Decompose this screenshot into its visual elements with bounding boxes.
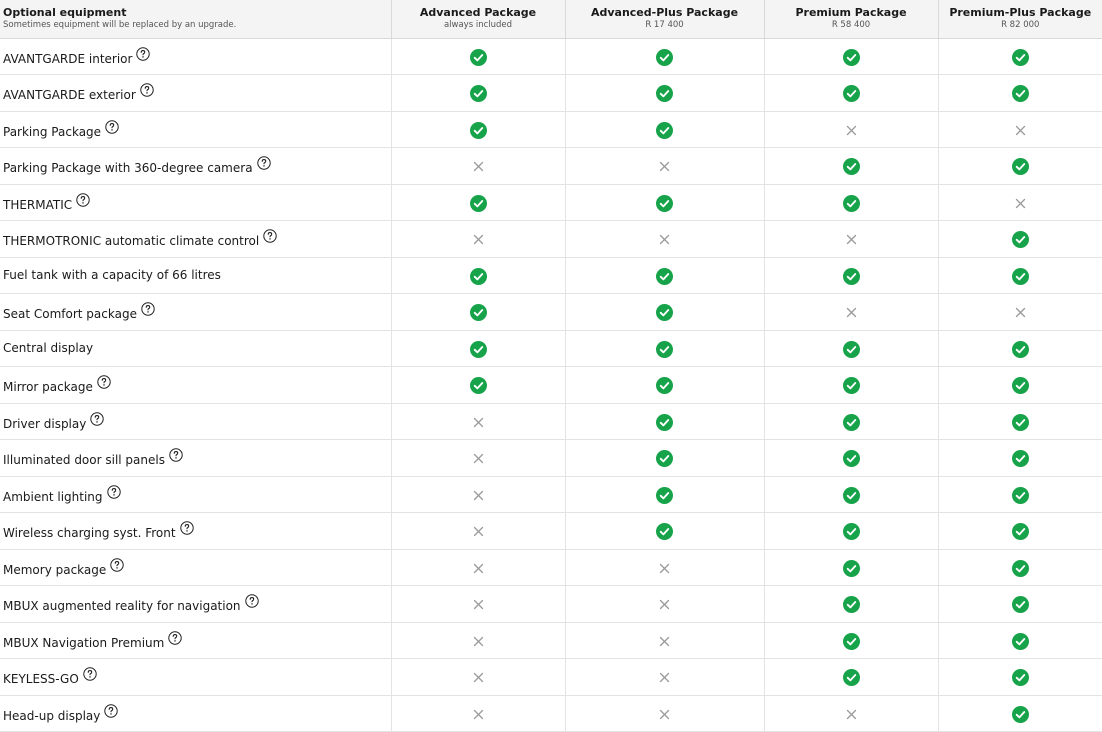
availability-cell (391, 294, 565, 331)
availability-cell (391, 440, 565, 477)
check-circle-icon (1012, 47, 1029, 66)
availability-cell (391, 586, 565, 623)
info-icon[interactable] (245, 594, 259, 611)
availability-cell (764, 184, 938, 221)
feature-label: THERMATIC (3, 198, 72, 212)
check-circle-icon (656, 193, 673, 212)
availability-cell (938, 513, 1102, 550)
feature-cell (0, 257, 391, 294)
availability-cell (938, 75, 1102, 112)
info-icon[interactable] (169, 448, 183, 465)
feature-label: MBUX Navigation Premium (3, 636, 164, 650)
feature-label: Wireless charging syst. Front (3, 526, 176, 540)
feature-cell (0, 294, 391, 331)
table-row (0, 184, 1102, 221)
feature-label: Parking Package with 360-degree camera (3, 161, 253, 175)
feature-cell (0, 440, 391, 477)
availability-cell (391, 330, 565, 367)
availability-cell (938, 184, 1102, 221)
check-circle-icon (843, 156, 860, 175)
availability-cell (391, 695, 565, 732)
check-circle-icon (1012, 485, 1029, 504)
feature-label: AVANTGARDE exterior (3, 88, 136, 102)
feature-label: THERMOTRONIC automatic climate control (3, 234, 259, 248)
table-row (0, 221, 1102, 258)
table-row (0, 111, 1102, 148)
info-icon[interactable] (105, 120, 119, 137)
feature-label: Fuel tank with a capacity of 66 litres (3, 268, 221, 282)
feature-cell (0, 513, 391, 550)
info-icon[interactable] (76, 193, 90, 210)
check-circle-icon (843, 448, 860, 467)
feature-label: Ambient lighting (3, 490, 103, 504)
check-circle-icon (656, 339, 673, 358)
check-circle-icon (843, 47, 860, 66)
table-row (0, 330, 1102, 367)
availability-cell (764, 403, 938, 440)
package-name: Advanced-Plus Package (566, 6, 764, 19)
availability-cell (764, 257, 938, 294)
cross-icon (473, 558, 484, 577)
availability-cell (391, 148, 565, 185)
info-icon[interactable] (168, 631, 182, 648)
check-circle-icon (843, 375, 860, 394)
availability-cell (938, 622, 1102, 659)
check-circle-icon (470, 120, 487, 139)
availability-cell (565, 294, 764, 331)
availability-cell (764, 440, 938, 477)
feature-cell (0, 476, 391, 513)
feature-label: AVANTGARDE interior (3, 52, 132, 66)
check-circle-icon (1012, 558, 1029, 577)
check-circle-icon (470, 266, 487, 285)
cross-icon (473, 667, 484, 686)
check-circle-icon (656, 266, 673, 285)
availability-cell (938, 148, 1102, 185)
feature-label: Head-up display (3, 709, 100, 723)
feature-cell (0, 75, 391, 112)
cross-icon (473, 631, 484, 650)
check-circle-icon (656, 83, 673, 102)
feature-label: Memory package (3, 563, 106, 577)
check-circle-icon (470, 375, 487, 394)
package-price: R 17 400 (566, 19, 764, 31)
check-circle-icon (470, 83, 487, 102)
availability-cell (764, 367, 938, 404)
package-header-advanced (391, 0, 565, 38)
check-circle-icon (1012, 412, 1029, 431)
info-icon[interactable] (141, 302, 155, 319)
check-circle-icon (843, 412, 860, 431)
availability-cell (565, 148, 764, 185)
check-circle-icon (656, 448, 673, 467)
check-circle-icon (843, 193, 860, 212)
package-header-premium (764, 0, 938, 38)
availability-cell (391, 403, 565, 440)
availability-cell (565, 440, 764, 477)
check-circle-icon (1012, 229, 1029, 248)
info-icon[interactable] (140, 83, 154, 100)
info-icon[interactable] (104, 704, 118, 721)
availability-cell (565, 184, 764, 221)
check-circle-icon (1012, 83, 1029, 102)
availability-cell (938, 403, 1102, 440)
check-circle-icon (656, 375, 673, 394)
cross-icon (473, 412, 484, 431)
feature-label: Parking Package (3, 125, 101, 139)
info-icon[interactable] (263, 229, 277, 246)
header-row (0, 0, 1102, 38)
cross-icon (473, 594, 484, 613)
availability-cell (391, 622, 565, 659)
cross-icon (1015, 193, 1026, 212)
check-circle-icon (1012, 667, 1029, 686)
feature-cell (0, 622, 391, 659)
feature-column-title: Optional equipment (3, 6, 391, 19)
check-circle-icon (1012, 631, 1029, 650)
check-circle-icon (1012, 339, 1029, 358)
cross-icon (1015, 302, 1026, 321)
feature-cell (0, 659, 391, 696)
availability-cell (938, 111, 1102, 148)
feature-cell (0, 403, 391, 440)
availability-cell (565, 257, 764, 294)
table-row (0, 38, 1102, 75)
cross-icon (1015, 120, 1026, 139)
feature-label: KEYLESS-GO (3, 672, 79, 686)
table-body (0, 38, 1102, 732)
feature-cell (0, 38, 391, 75)
availability-cell (764, 294, 938, 331)
table-row (0, 476, 1102, 513)
table-row (0, 367, 1102, 404)
availability-cell (565, 403, 764, 440)
info-icon[interactable] (97, 375, 111, 392)
availability-cell (764, 38, 938, 75)
feature-cell (0, 367, 391, 404)
check-circle-icon (656, 47, 673, 66)
table-row (0, 257, 1102, 294)
cross-icon (473, 448, 484, 467)
package-price: R 82 000 (939, 19, 1102, 31)
availability-cell (391, 257, 565, 294)
check-circle-icon (470, 302, 487, 321)
availability-cell (764, 75, 938, 112)
feature-cell (0, 221, 391, 258)
availability-cell (391, 476, 565, 513)
availability-cell (938, 221, 1102, 258)
cross-icon (659, 594, 670, 613)
availability-cell (391, 549, 565, 586)
availability-cell (391, 111, 565, 148)
feature-cell (0, 549, 391, 586)
feature-label: Seat Comfort package (3, 307, 137, 321)
availability-cell (938, 38, 1102, 75)
cross-icon (473, 704, 484, 723)
package-price: R 58 400 (765, 19, 938, 31)
availability-cell (565, 476, 764, 513)
availability-cell (938, 257, 1102, 294)
availability-cell (391, 75, 565, 112)
availability-cell (764, 148, 938, 185)
package-header-premium-plus (938, 0, 1102, 38)
check-circle-icon (843, 521, 860, 540)
check-circle-icon (843, 594, 860, 613)
check-circle-icon (1012, 266, 1029, 285)
availability-cell (391, 184, 565, 221)
availability-cell (391, 659, 565, 696)
cross-icon (659, 558, 670, 577)
availability-cell (764, 330, 938, 367)
check-circle-icon (1012, 448, 1029, 467)
availability-cell (938, 659, 1102, 696)
availability-cell (565, 586, 764, 623)
check-circle-icon (843, 667, 860, 686)
availability-cell (764, 695, 938, 732)
check-circle-icon (656, 412, 673, 431)
cross-icon (659, 704, 670, 723)
table-row (0, 148, 1102, 185)
table-row (0, 403, 1102, 440)
availability-cell (391, 38, 565, 75)
availability-cell (565, 330, 764, 367)
feature-cell (0, 148, 391, 185)
availability-cell (938, 549, 1102, 586)
availability-cell (565, 75, 764, 112)
info-icon[interactable] (136, 47, 150, 64)
feature-cell (0, 695, 391, 732)
availability-cell (764, 111, 938, 148)
availability-cell (938, 476, 1102, 513)
availability-cell (938, 294, 1102, 331)
cross-icon (659, 156, 670, 175)
feature-column-subtitle: Sometimes equipment will be replaced by an upgrade. (3, 19, 391, 31)
check-circle-icon (656, 521, 673, 540)
availability-cell (764, 549, 938, 586)
package-name: Advanced Package (392, 6, 565, 19)
check-circle-icon (656, 302, 673, 321)
check-circle-icon (470, 339, 487, 358)
availability-cell (764, 659, 938, 696)
availability-cell (764, 513, 938, 550)
feature-cell (0, 586, 391, 623)
availability-cell (391, 221, 565, 258)
availability-cell (565, 38, 764, 75)
info-icon[interactable] (90, 412, 104, 429)
table-row (0, 549, 1102, 586)
availability-cell (938, 586, 1102, 623)
check-circle-icon (843, 339, 860, 358)
availability-cell (565, 367, 764, 404)
check-circle-icon (1012, 375, 1029, 394)
table-row (0, 513, 1102, 550)
package-name: Premium Package (765, 6, 938, 19)
table-row (0, 695, 1102, 732)
availability-cell (565, 695, 764, 732)
cross-icon (846, 229, 857, 248)
package-price: always included (392, 19, 565, 31)
table-row (0, 659, 1102, 696)
feature-label: Mirror package (3, 380, 93, 394)
availability-cell (565, 622, 764, 659)
table-row (0, 294, 1102, 331)
cross-icon (846, 302, 857, 321)
feature-label: Central display (3, 341, 93, 355)
check-circle-icon (1012, 521, 1029, 540)
check-circle-icon (656, 485, 673, 504)
check-circle-icon (470, 47, 487, 66)
info-icon[interactable] (110, 558, 124, 575)
cross-icon (473, 229, 484, 248)
availability-cell (391, 367, 565, 404)
availability-cell (565, 659, 764, 696)
check-circle-icon (843, 83, 860, 102)
availability-cell (938, 695, 1102, 732)
check-circle-icon (1012, 594, 1029, 613)
availability-cell (565, 221, 764, 258)
availability-cell (764, 586, 938, 623)
feature-cell (0, 330, 391, 367)
cross-icon (473, 156, 484, 175)
cross-icon (659, 667, 670, 686)
check-circle-icon (843, 266, 860, 285)
info-icon[interactable] (83, 667, 97, 684)
check-circle-icon (843, 631, 860, 650)
availability-cell (938, 440, 1102, 477)
feature-column-header (0, 0, 391, 38)
check-circle-icon (843, 485, 860, 504)
cross-icon (659, 631, 670, 650)
table-header (0, 0, 1102, 38)
feature-label: MBUX augmented reality for navigation (3, 599, 241, 613)
feature-cell (0, 111, 391, 148)
table-row (0, 622, 1102, 659)
cross-icon (846, 120, 857, 139)
availability-cell (565, 111, 764, 148)
availability-cell (764, 622, 938, 659)
feature-label: Illuminated door sill panels (3, 453, 165, 467)
check-circle-icon (1012, 156, 1029, 175)
info-icon[interactable] (180, 521, 194, 538)
check-circle-icon (1012, 704, 1029, 723)
availability-cell (565, 549, 764, 586)
package-name: Premium-Plus Package (939, 6, 1102, 19)
table-row (0, 586, 1102, 623)
cross-icon (846, 704, 857, 723)
availability-cell (938, 330, 1102, 367)
availability-cell (565, 513, 764, 550)
check-circle-icon (470, 193, 487, 212)
feature-label: Driver display (3, 417, 86, 431)
info-icon[interactable] (257, 156, 271, 173)
table-row (0, 440, 1102, 477)
availability-cell (764, 476, 938, 513)
check-circle-icon (656, 120, 673, 139)
cross-icon (473, 485, 484, 504)
check-circle-icon (843, 558, 860, 577)
info-icon[interactable] (107, 485, 121, 502)
cross-icon (473, 521, 484, 540)
package-header-advanced-plus (565, 0, 764, 38)
cross-icon (659, 229, 670, 248)
table-row (0, 75, 1102, 112)
availability-cell (391, 513, 565, 550)
feature-cell (0, 184, 391, 221)
availability-cell (764, 221, 938, 258)
availability-cell (938, 367, 1102, 404)
